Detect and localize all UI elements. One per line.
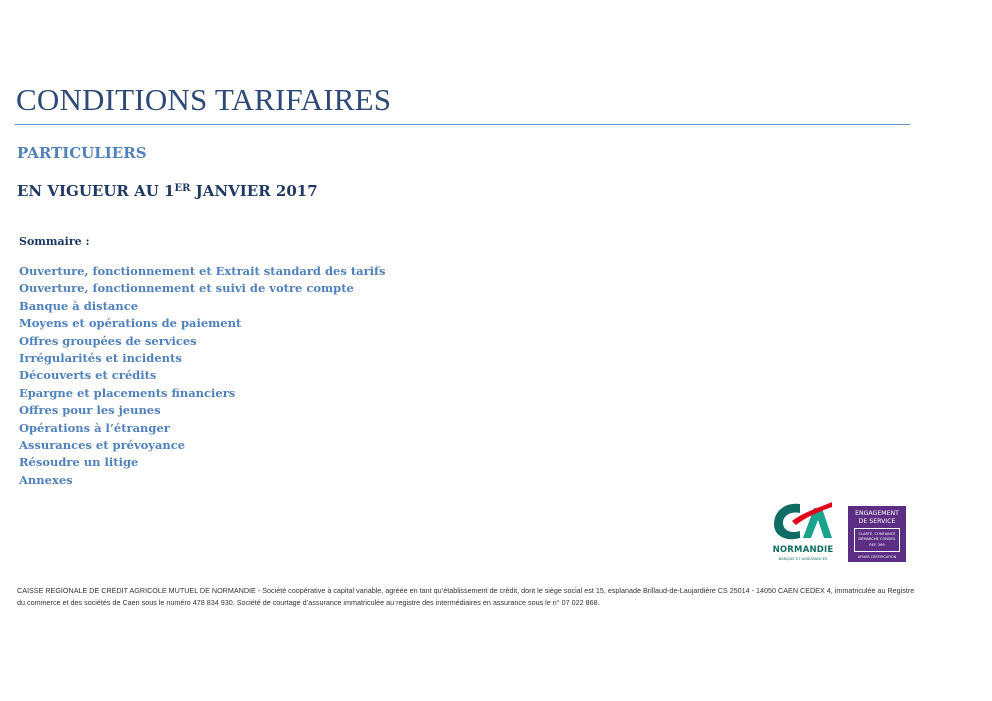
bank-name: NORMANDIE xyxy=(772,545,834,555)
badge-line-3: CLARTÉ, CONFIANCE xyxy=(858,532,896,536)
validity-suffix: JANVIER 2017 xyxy=(190,182,318,200)
badge-line-6: AFNOR CERTIFICATION xyxy=(857,555,897,559)
badge-line-4: DÉMARCHE CONSEIL xyxy=(858,537,896,541)
summary-heading: Sommaire : xyxy=(19,235,90,248)
badge-line-1: ENGAGEMENT xyxy=(855,510,899,517)
service-engagement-badge xyxy=(848,506,906,562)
toc-link[interactable]: Annexes xyxy=(19,472,73,487)
title-divider xyxy=(15,124,910,125)
toc-link[interactable]: Irrégularités et incidents xyxy=(19,350,182,365)
validity-prefix: EN VIGUEUR AU 1 xyxy=(17,182,175,200)
toc-link[interactable]: Epargne et placements financiers xyxy=(19,385,236,400)
badge-line-5: REF. 269 xyxy=(869,543,885,547)
validity-superscript: ER xyxy=(174,183,191,194)
page-title: CONDITIONS TARIFAIRES xyxy=(16,82,392,117)
toc-link[interactable]: Assurances et prévoyance xyxy=(19,437,186,452)
legal-footer: CAISSE REGIONALE DE CREDIT AGRICOLE MUTUEL DE NORMANDIE - Société coopérative à capital variable, agréée en tant qu’établissement de crédit, dont le siège social est 15, esplanade Brillaud-de-Laujardière CS 25014 - 14050 CAEN CEDEX 4, immatriculée au Registre du commerce et des sociétés de Caen sous le numéro 478 834 930. Société de courtage d’assurance immatriculée au registre des intermédiaires en assurance sous le n° 07 022 868. xyxy=(17,586,915,607)
page-subtitle: PARTICULIERS xyxy=(17,144,147,162)
bank-tagline: BANQUE ET ASSURANCES xyxy=(778,556,828,561)
toc-link[interactable]: Opérations à l’étranger xyxy=(19,420,170,435)
toc-link[interactable]: Ouverture, fonctionnement et suivi de votre compte xyxy=(19,281,354,296)
toc-link[interactable]: Résoudre un litige xyxy=(19,455,139,470)
toc-link[interactable]: Offres groupées de services xyxy=(19,333,197,348)
toc-link[interactable]: Moyens et opérations de paiement xyxy=(19,316,242,331)
credit-agricole-logo xyxy=(764,498,840,564)
ca-monogram-icon xyxy=(770,498,834,544)
badge-inner-box xyxy=(854,528,900,552)
table-of-contents xyxy=(19,263,385,489)
badge-line-2: DE SERVICE xyxy=(858,518,896,525)
toc-link[interactable]: Offres pour les jeunes xyxy=(19,403,161,418)
validity-date xyxy=(17,182,318,200)
toc-link[interactable]: Découverts et crédits xyxy=(19,368,157,383)
toc-link[interactable]: Banque à distance xyxy=(19,298,139,313)
toc-link[interactable]: Ouverture, fonctionnement et Extrait standard des tarifs xyxy=(19,264,386,278)
